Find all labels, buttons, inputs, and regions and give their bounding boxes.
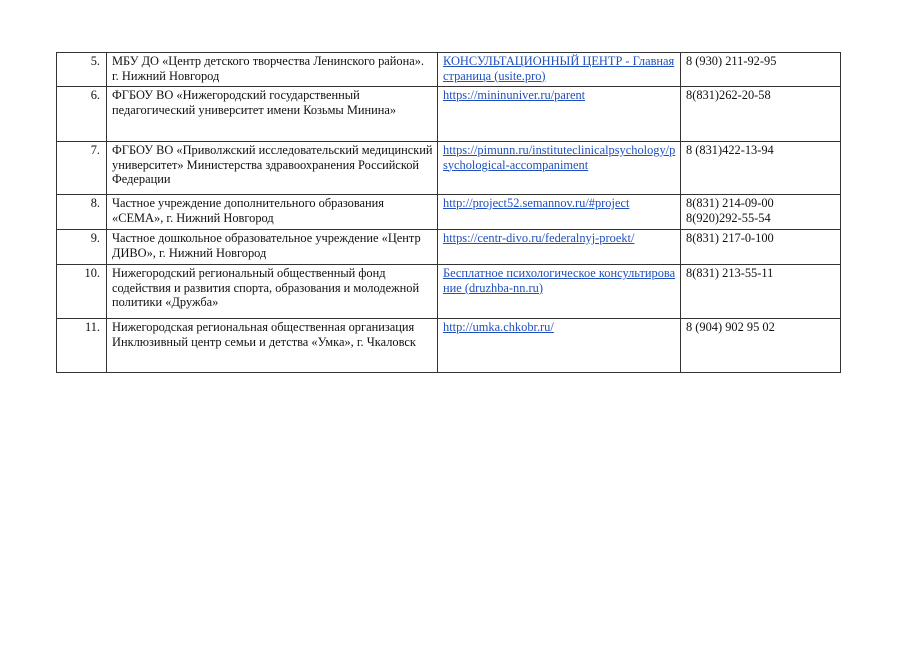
row-number: 8. [57,195,107,230]
row-number: 9. [57,230,107,265]
phone-number: 8(831) 217-0-100 [686,231,774,245]
organization-link[interactable]: https://pimunn.ru/instituteclinicalpsychology/psychological-accompaniment [443,143,676,172]
phone-number: 8(831)262-20-58 [686,88,771,102]
organization-link[interactable]: Бесплатное психологическое консультирование (druzhba-nn.ru) [443,266,676,295]
phone-number: 8(920)292-55-54 [686,210,771,225]
organization-name: Частное дошкольное образовательное учреждение «Центр ДИВО», г. Нижний Новгород [107,230,438,265]
organization-link[interactable]: КОНСУЛЬТАЦИОННЫЙ ЦЕНТР - Главная страница (usite.pro) [443,54,675,83]
row-number: 7. [57,142,107,195]
organization-link[interactable]: http://umka.chkobr.ru/ [443,320,554,334]
organization-name: ФГБОУ ВО «Приволжский исследовательский медицинский университет» Министерства здравоохранения Российской Федерации [107,142,438,195]
phone-number: 8(831) 213-55-11 [686,266,774,280]
row-number: 11. [57,319,107,373]
organization-name: ФГБОУ ВО «Нижегородский государственный педагогический университет имени Козьмы Минина» [107,87,438,142]
row-number: 10. [57,265,107,319]
table-row [57,53,841,87]
table-row [57,87,841,142]
row-number: 6. [57,87,107,142]
organization-link[interactable]: https://centr-divo.ru/federalnyj-proekt/ [443,231,635,245]
table-row [57,142,841,195]
organization-name: Частное учреждение дополнительного образования «СЕМА», г. Нижний Новгород [107,195,438,230]
row-number: 5. [57,53,107,87]
phone-number: 8 (930) 211-92-95 [686,54,777,68]
phone-number: 8 (904) 902 95 02 [686,320,775,334]
organization-name: Нижегородский региональный общественный фонд содействия и развития спорта, образования и молодежной политики «Дружба» [107,265,438,319]
phone-number: 8(831) 214-09-00 [686,196,774,210]
table-row [57,230,841,265]
table-row [57,265,841,319]
organization-link[interactable]: https://mininuniver.ru/parent [443,88,586,102]
organization-link[interactable]: http://project52.semannov.ru/#project [443,196,630,210]
organizations-table [56,52,841,373]
organization-name: Нижегородская региональная общественная организация Инклюзивный центр семьи и детства «Умка», г. Чкаловск [107,319,438,373]
table-row [57,319,841,373]
organization-name: МБУ ДО «Центр детского творчества Ленинского района». г. Нижний Новгород [107,53,438,87]
table-row [57,195,841,230]
phone-number: 8 (831)422-13-94 [686,143,774,157]
